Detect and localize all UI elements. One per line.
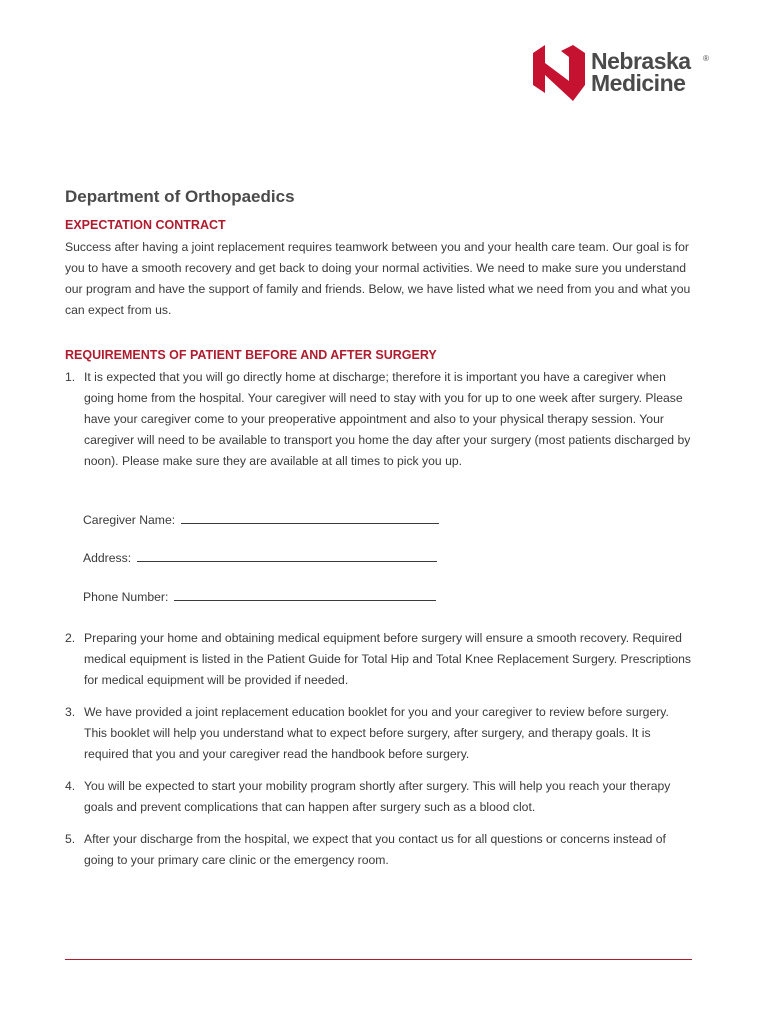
caregiver-name-label: Caregiver Name: xyxy=(83,513,176,527)
caregiver-name-field[interactable] xyxy=(83,511,439,527)
item-number: 1. xyxy=(65,370,76,384)
contract-heading: EXPECTATION CONTRACT xyxy=(65,218,226,232)
requirement-item-1 xyxy=(65,367,695,472)
requirements-heading: REQUIREMENTS OF PATIENT BEFORE AND AFTER SURGERY xyxy=(65,348,437,362)
requirement-item-3 xyxy=(65,702,695,765)
address-label: Address: xyxy=(83,551,132,565)
address-field[interactable] xyxy=(83,549,437,565)
phone-number-label: Phone Number: xyxy=(83,590,169,604)
item-text: It is expected that you will go directly home at discharge; therefore it is important you have a caregiver when going home from the hospital. Your caregiver will need to stay with you for up to one week after surgery. Please have your caregiver come to your preoperative appointment and also to your physical therapy session. Your caregiver will need to be available to transport you home the day after your surgery (most patients discharged by noon). Please make sure they are available at all times to pick you up. xyxy=(84,370,691,468)
item-number: 2. xyxy=(65,631,76,645)
page-title: Department of Orthopaedics xyxy=(65,187,295,206)
item-text: We have provided a joint replacement education booklet for you and your caregiver to review before surgery. This booklet will help you understand what to expect before surgery, after surgery, and therapy goals. It is required that you and your caregiver read the handbook before surgery. xyxy=(84,705,669,761)
logo-wordmark xyxy=(591,48,709,96)
logo-line2: Medicine xyxy=(591,70,686,96)
logo-line1: Nebraska xyxy=(591,48,691,74)
footer-divider xyxy=(65,959,692,960)
requirement-item-5 xyxy=(65,829,695,871)
nebraska-medicine-logo xyxy=(531,45,711,101)
item-text: After your discharge from the hospital, we expect that you contact us for all questions or concerns instead of going to your primary care clinic or the emergency room. xyxy=(84,832,666,867)
item-text: Preparing your home and obtaining medical equipment before surgery will ensure a smooth recovery. Required medical equipment is listed in the Patient Guide for Total Hip and Total Knee Replacement Surgery. Prescriptions for medical equipment will be provided if needed. xyxy=(84,631,691,687)
requirement-item-4 xyxy=(65,776,695,818)
nebraska-n-logo-icon xyxy=(531,45,587,101)
caregiver-name-line[interactable] xyxy=(181,511,439,524)
phone-number-line[interactable] xyxy=(174,588,436,601)
registered-mark: ® xyxy=(703,54,709,63)
address-line[interactable] xyxy=(137,549,437,562)
item-number: 4. xyxy=(65,779,76,793)
requirement-item-2 xyxy=(65,628,695,691)
intro-paragraph: Success after having a joint replacement requires teamwork between you and your health care team. Our goal is for you to have a smooth recovery and get back to doing your normal activities. We need to make sure you understand our program and have the support of family and friends. Below, we have listed what we need from you and what you can expect from us. xyxy=(65,240,691,317)
item-number: 5. xyxy=(65,832,76,846)
phone-number-field[interactable] xyxy=(83,588,436,604)
item-number: 3. xyxy=(65,705,76,719)
item-text: You will be expected to start your mobility program shortly after surgery. This will help you reach your therapy goals and prevent complications that can happen after surgery such as a blood clot. xyxy=(84,779,671,814)
